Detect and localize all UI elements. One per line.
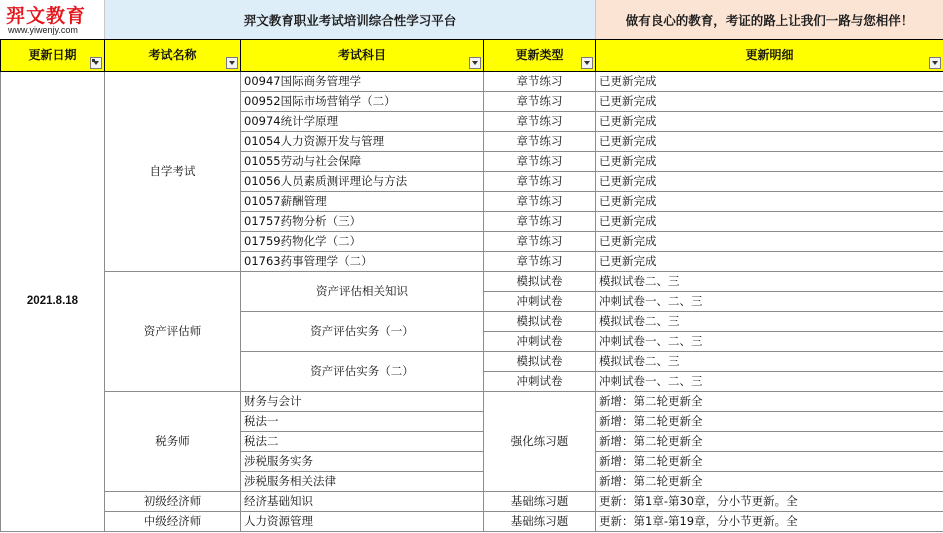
subject-cell[interactable]: 01054人力资源开发与管理 <box>241 132 484 152</box>
header-subject-label: 考试科目 <box>337 48 386 62</box>
subject-cell[interactable]: 01057薪酬管理 <box>241 192 484 212</box>
detail-cell[interactable]: 冲刺试卷一、二、三 <box>596 332 943 352</box>
detail-cell[interactable]: 已更新完成 <box>596 212 943 232</box>
subject-cell[interactable]: 01759药物化学（二） <box>241 232 484 252</box>
subject-cell[interactable]: 经济基础知识 <box>241 492 484 512</box>
platform-title: 羿文教育职业考试培训综合性学习平台 <box>105 0 596 39</box>
subject-cell[interactable]: 01055劳动与社会保障 <box>241 152 484 172</box>
update-table <box>0 39 943 532</box>
subject-cell[interactable]: 税法二 <box>241 432 484 452</box>
subject-cell[interactable]: 税法一 <box>241 412 484 432</box>
detail-cell[interactable]: 已更新完成 <box>596 112 943 132</box>
detail-cell[interactable]: 模拟试卷二、三 <box>596 272 943 292</box>
filter-dropdown-icon[interactable] <box>581 57 593 69</box>
header-row <box>1 40 943 72</box>
type-cell[interactable]: 模拟试卷 <box>484 312 596 332</box>
detail-cell[interactable]: 新增：第二轮更新全 <box>596 432 943 452</box>
type-cell[interactable]: 章节练习 <box>484 152 596 172</box>
detail-cell[interactable]: 模拟试卷二、三 <box>596 312 943 332</box>
subject-cell[interactable]: 财务与会计 <box>241 392 484 412</box>
detail-cell[interactable]: 新增：第二轮更新全 <box>596 452 943 472</box>
subject-cell[interactable]: 01763药事管理学（二） <box>241 252 484 272</box>
filter-dropdown-icon[interactable] <box>469 57 481 69</box>
subject-cell[interactable]: 涉税服务相关法律 <box>241 472 484 492</box>
detail-cell[interactable]: 已更新完成 <box>596 232 943 252</box>
type-cell[interactable]: 章节练习 <box>484 232 596 252</box>
subject-cell[interactable]: 01757药物分析（三） <box>241 212 484 232</box>
exam-cell[interactable]: 中级经济师 <box>105 512 241 532</box>
type-cell[interactable]: 章节练习 <box>484 72 596 92</box>
header-exam[interactable] <box>105 40 241 72</box>
detail-cell[interactable]: 已更新完成 <box>596 252 943 272</box>
header-type-label: 更新类型 <box>515 48 564 62</box>
header-subject[interactable] <box>241 40 484 72</box>
detail-cell[interactable]: 模拟试卷二、三 <box>596 352 943 372</box>
exam-cell[interactable]: 资产评估师 <box>105 272 241 392</box>
subject-cell[interactable]: 涉税服务实务 <box>241 452 484 472</box>
type-cell[interactable]: 章节练习 <box>484 192 596 212</box>
header-type[interactable] <box>484 40 596 72</box>
header-date-label: 更新日期 <box>28 48 77 62</box>
table-row <box>1 512 943 532</box>
logo-url: www.yiwenjy.com <box>8 25 78 35</box>
subject-cell[interactable]: 00947国际商务管理学 <box>241 72 484 92</box>
subject-cell[interactable]: 资产评估相关知识 <box>241 272 484 312</box>
detail-cell[interactable]: 已更新完成 <box>596 132 943 152</box>
type-cell[interactable]: 章节练习 <box>484 212 596 232</box>
type-cell[interactable]: 章节练习 <box>484 252 596 272</box>
type-cell[interactable]: 章节练习 <box>484 112 596 132</box>
subject-cell[interactable]: 资产评估实务（二） <box>241 352 484 392</box>
type-cell[interactable]: 模拟试卷 <box>484 272 596 292</box>
type-cell[interactable]: 章节练习 <box>484 172 596 192</box>
slogan: 做有良心的教育，考证的路上让我们一路与您相伴！ <box>596 0 943 39</box>
subject-cell[interactable]: 01056人员素质测评理论与方法 <box>241 172 484 192</box>
detail-cell[interactable]: 新增：第二轮更新全 <box>596 392 943 412</box>
type-cell[interactable]: 章节练习 <box>484 132 596 152</box>
detail-cell[interactable]: 已更新完成 <box>596 192 943 212</box>
detail-cell[interactable]: 已更新完成 <box>596 172 943 192</box>
table-row <box>1 72 943 92</box>
detail-cell[interactable]: 新增：第二轮更新全 <box>596 472 943 492</box>
header-detail[interactable] <box>596 40 943 72</box>
type-cell[interactable]: 强化练习题 <box>484 392 596 492</box>
table-row <box>1 392 943 412</box>
exam-cell[interactable]: 自学考试 <box>105 72 241 272</box>
type-cell[interactable]: 章节练习 <box>484 92 596 112</box>
detail-cell[interactable]: 已更新完成 <box>596 92 943 112</box>
subject-cell[interactable]: 00952国际市场营销学（二） <box>241 92 484 112</box>
subject-cell[interactable]: 00974统计学原理 <box>241 112 484 132</box>
type-cell[interactable]: 模拟试卷 <box>484 352 596 372</box>
header-detail-label: 更新明细 <box>745 48 794 62</box>
exam-cell[interactable]: 初级经济师 <box>105 492 241 512</box>
detail-cell[interactable]: 已更新完成 <box>596 72 943 92</box>
subject-cell[interactable]: 人力资源管理 <box>241 512 484 532</box>
filter-dropdown-icon[interactable] <box>226 57 238 69</box>
table-row <box>1 492 943 512</box>
exam-cell[interactable]: 税务师 <box>105 392 241 492</box>
logo-text: 羿文教育 <box>6 5 87 27</box>
header-date[interactable] <box>1 40 105 72</box>
table-row <box>1 272 943 292</box>
detail-cell[interactable]: 冲刺试卷一、二、三 <box>596 372 943 392</box>
filter-active-icon[interactable] <box>90 57 102 69</box>
logo <box>0 0 105 39</box>
type-cell[interactable]: 基础练习题 <box>484 492 596 512</box>
type-cell[interactable]: 冲刺试卷 <box>484 292 596 312</box>
detail-cell[interactable]: 更新：第1章-第30章，分小节更新。全 <box>596 492 943 512</box>
filter-dropdown-icon[interactable] <box>929 57 941 69</box>
type-cell[interactable]: 冲刺试卷 <box>484 332 596 352</box>
detail-cell[interactable]: 冲刺试卷一、二、三 <box>596 292 943 312</box>
type-cell[interactable]: 冲刺试卷 <box>484 372 596 392</box>
header-exam-label: 考试名称 <box>148 48 197 62</box>
banner <box>0 0 943 39</box>
type-cell[interactable]: 基础练习题 <box>484 512 596 532</box>
detail-cell[interactable]: 新增：第二轮更新全 <box>596 412 943 432</box>
date-cell[interactable]: 2021.8.18 <box>1 72 105 532</box>
detail-cell[interactable]: 更新：第1章-第19章，分小节更新。全 <box>596 512 943 532</box>
detail-cell[interactable]: 已更新完成 <box>596 152 943 172</box>
subject-cell[interactable]: 资产评估实务（一） <box>241 312 484 352</box>
